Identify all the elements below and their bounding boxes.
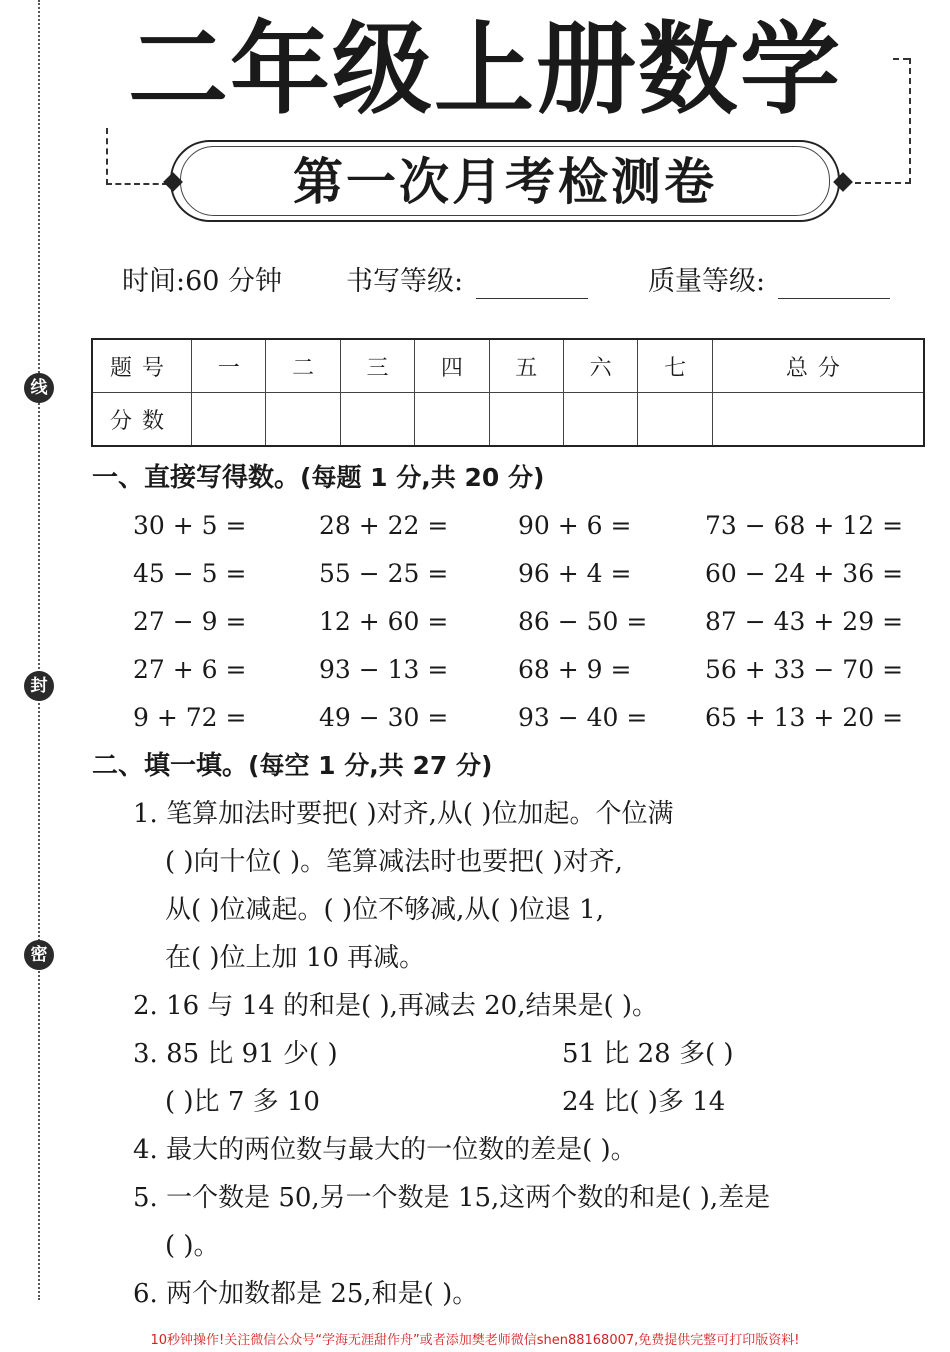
calc-4-3: 68 + 9 = [518, 655, 632, 684]
score-table-head-fenshu: 分数 [92, 393, 192, 447]
seal-mi: 密 [24, 940, 54, 970]
binding-dotted-line [38, 0, 40, 1300]
calc-2-4: 60 − 24 + 36 = [705, 559, 904, 588]
decor-dash-right [845, 58, 911, 184]
page-title: 二年级上册数学 [128, 11, 842, 128]
section1-heading [92, 458, 544, 498]
q2-line: 2. 16 与 14 的和是( ),再减去 20,结果是( )。 [133, 991, 659, 1021]
calc-3-3: 86 − 50 = [518, 607, 648, 636]
score-table-head-tihao: 题号 [92, 339, 192, 393]
quality-grade-blank[interactable] [778, 298, 890, 299]
q6-line: 6. 两个加数都是 25,和是( )。 [133, 1279, 479, 1309]
q3-part-a: 3. 85 比 91 少( ) [133, 1039, 338, 1069]
section2-title: 二、填一填。 [92, 751, 249, 781]
calc-3-2: 12 + 60 = [319, 607, 449, 636]
section2-heading [92, 746, 492, 786]
quality-grade-label: 质量等级: [648, 266, 766, 297]
score-cell-total[interactable] [712, 393, 924, 447]
calc-4-4: 56 + 33 − 70 = [705, 655, 904, 684]
score-cell-7[interactable] [638, 393, 712, 447]
score-cell-5[interactable] [489, 393, 563, 447]
q1-line4: 在( )位上加 10 再减。 [165, 943, 426, 973]
score-col-total: 总分 [712, 339, 924, 393]
time-label: 时间:60 分钟 [122, 266, 283, 297]
score-cell-2[interactable] [266, 393, 340, 447]
seal-feng: 封 [24, 671, 54, 701]
decor-dash-left [106, 128, 168, 185]
score-cell-6[interactable] [563, 393, 637, 447]
decor-dash-right-top [893, 58, 909, 60]
calc-4-2: 93 − 13 = [319, 655, 449, 684]
q5-line2: ( )。 [165, 1231, 220, 1261]
q3-part-c: ( )比 7 多 10 [165, 1087, 320, 1117]
score-col-4: 四 [415, 339, 489, 393]
calc-2-1: 45 − 5 = [133, 559, 247, 588]
calc-5-1: 9 + 72 = [133, 703, 247, 732]
calc-5-2: 49 − 30 = [319, 703, 449, 732]
calc-2-2: 55 − 25 = [319, 559, 449, 588]
score-col-6: 六 [563, 339, 637, 393]
section1-title: 一、直接写得数。 [92, 463, 301, 493]
seal-xian: 线 [24, 373, 54, 403]
q3-part-d: 24 比( )多 14 [562, 1087, 726, 1117]
score-cell-3[interactable] [340, 393, 414, 447]
score-table-score-row [92, 393, 924, 447]
page-subtitle: 第一次月考检测卷 [293, 152, 717, 211]
calc-1-4: 73 − 68 + 12 = [705, 511, 904, 540]
q1-line3: 从( )位减起。( )位不够减,从( )位退 1, [165, 895, 604, 925]
calc-1-1: 30 + 5 = [133, 511, 247, 540]
score-col-1: 一 [192, 339, 266, 393]
calc-2-3: 96 + 4 = [518, 559, 632, 588]
writing-grade-blank[interactable] [476, 298, 588, 299]
calc-1-2: 28 + 22 = [319, 511, 449, 540]
writing-grade-label: 书写等级: [346, 266, 464, 297]
calc-3-1: 27 − 9 = [133, 607, 247, 636]
calc-1-3: 90 + 6 = [518, 511, 632, 540]
score-col-2: 二 [266, 339, 340, 393]
q4-line: 4. 最大的两位数与最大的一位数的差是( )。 [133, 1135, 637, 1165]
q1-line1: 1. 笔算加法时要把( )对齐,从( )位加起。个位满 [133, 799, 674, 829]
score-col-3: 三 [340, 339, 414, 393]
q5-line1: 5. 一个数是 50,另一个数是 15,这两个数的和是( ),差是 [133, 1183, 771, 1213]
section1-points: (每题 1 分,共 20 分) [300, 463, 545, 492]
score-cell-1[interactable] [192, 393, 266, 447]
calc-5-3: 93 − 40 = [518, 703, 648, 732]
q3-part-b: 51 比 28 多( ) [562, 1039, 734, 1069]
footer-promo-text: 10秒钟操作!关注微信公众号“学海无涯甜作舟”或者添加樊老师微信shen88168007,免费提供完整可打印版资料! [150, 1333, 800, 1348]
q1-line2: ( )向十位( )。笔算减法时也要把( )对齐, [165, 847, 623, 877]
score-table [91, 338, 925, 447]
score-col-7: 七 [638, 339, 712, 393]
calc-5-4: 65 + 13 + 20 = [705, 703, 904, 732]
calc-4-1: 27 + 6 = [133, 655, 247, 684]
score-cell-4[interactable] [415, 393, 489, 447]
score-col-5: 五 [489, 339, 563, 393]
calc-3-4: 87 − 43 + 29 = [705, 607, 904, 636]
score-table-header-row [92, 339, 924, 393]
section2-points: (每空 1 分,共 27 分) [248, 751, 493, 780]
